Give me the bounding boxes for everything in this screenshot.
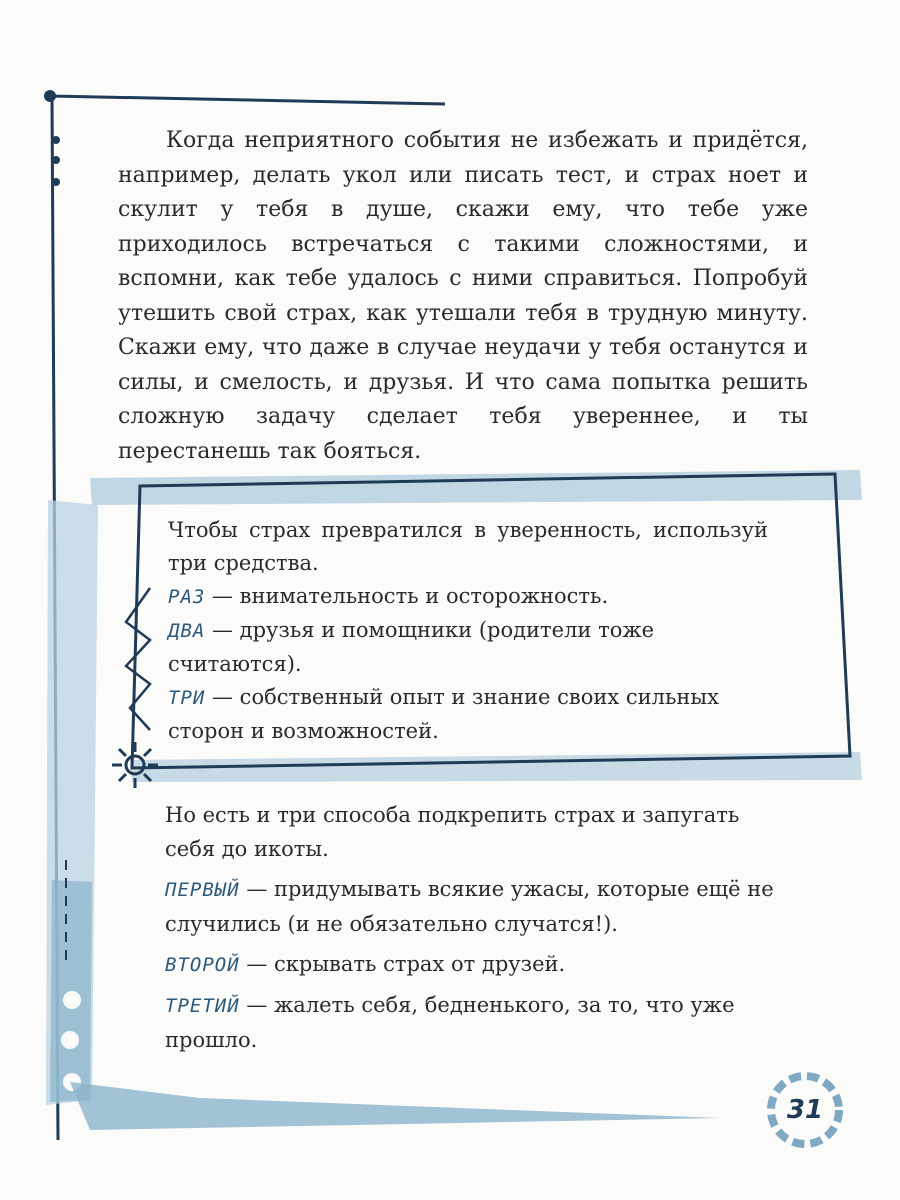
tip-text: — внимательность и осторожность. [205, 584, 609, 608]
ways-intro: Но есть и три способа подкрепить страх и запугать себя до икоты. [165, 803, 740, 861]
tip-item [168, 614, 768, 681]
way-item [165, 947, 795, 982]
tips-box [168, 514, 768, 748]
tip-item [168, 681, 768, 748]
ways-section [165, 798, 795, 1063]
tip-label: ТРИ [168, 687, 206, 709]
way-item [165, 872, 795, 941]
intro-paragraph: Когда неприятного события не избежать и придётся, например, делать укол или писать тест, и страх ноет и скулит у тебя в душе, скажи ему, что тебе уже приходилось встречаться с такими сложностями, и вспомни, как тебе удалось с ними справиться. Попробуй утешить свой страх, как утешали тебя в трудную минуту. Скажи ему, что даже в случае неудачи у тебя останутся и силы, и смелость, и друзья. И что сама попытка решить сложную задачу сделает тебя увереннее, и ты перестанешь так бояться. [118, 128, 808, 464]
way-text: — скрывать страх от друзей. [239, 952, 566, 976]
tip-text: — собственный опыт и знание своих сильных сторон и возможностей. [168, 685, 719, 743]
tip-item [168, 580, 768, 614]
way-text: — жалеть себя, бедненького, за то, что уже прошло. [165, 993, 735, 1052]
tip-text: — друзья и помощники (родители тоже считаются). [168, 618, 655, 676]
way-label: ВТОРОЙ [165, 954, 240, 976]
bottom-brush-stroke [70, 1082, 720, 1130]
corner-dot [44, 90, 56, 102]
tip-label: ДВА [168, 620, 206, 642]
way-text: — придумывать всякие ужасы, которые ещё не случились (и не обязательно случатся!). [165, 877, 774, 936]
way-label: ТРЕТИЙ [165, 995, 240, 1017]
top-frame-line [50, 96, 445, 104]
tips-intro: Чтобы страх превратился в уверенность, используй три средства. [168, 518, 768, 575]
page-number: 31 [786, 1095, 824, 1125]
way-item [165, 988, 795, 1057]
tip-label: РАЗ [168, 586, 206, 608]
way-label: ПЕРВЫЙ [165, 879, 240, 901]
